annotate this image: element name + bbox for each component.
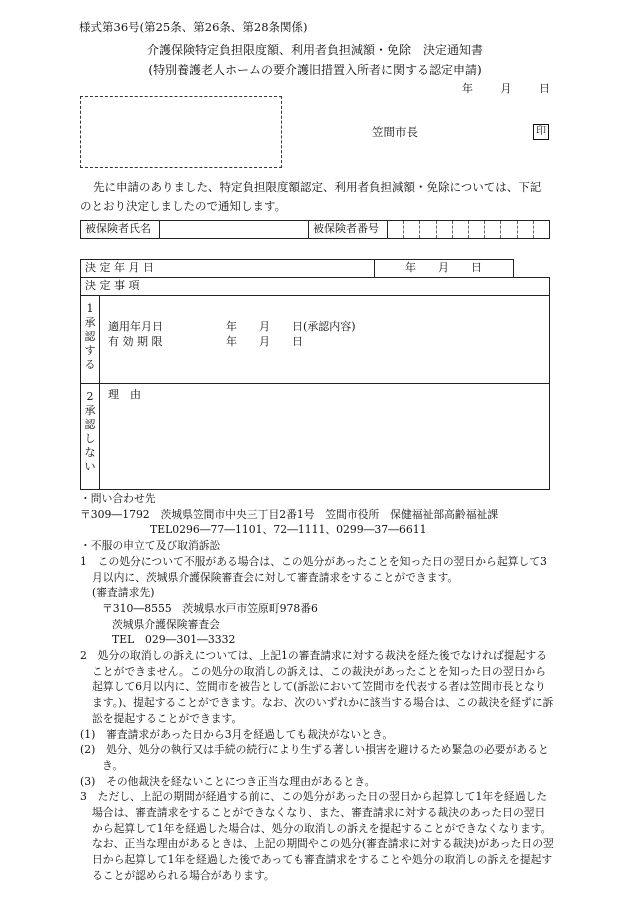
contact-address: 〒309―1792 茨城県笠間市中央三丁目2番1号 笠間市役所 保健福祉部高齢福祉課: [80, 507, 499, 521]
date-month: 月: [500, 82, 512, 95]
document-title: 介護保険特定負担限度額、利用者負担減額・免除 決定通知書: [146, 43, 483, 57]
reject-label: 2 承 認 し な い: [81, 383, 100, 489]
contact-tel: TEL0296―77―1101、72―1111、0299―37―6611: [150, 523, 427, 537]
approve-content: [100, 295, 550, 383]
appeal-paragraph-2-2: (2) 処分、処分の執行又は手続の続行により生ずる著しい損害を避けるため緊急の必要があるとき。: [80, 743, 549, 772]
date-year: 年: [462, 82, 473, 95]
appeal-paragraph-2: 2 処分の取消しの訴えについては、上記1の審査請求に対する裁決を経た後でなければ提起することができません。この処分の取消しの訴えは、この裁決があったことを知った日の翌日から起算して6月以内に、笠間市を被告として(訴訟において笠間市を代表する者は笠間市長となります。)、提起することができます。なお、次のいずれかに該当する場合は、この裁決を経ずに訴訟を提起することができます。: [80, 649, 554, 725]
appeal-dest-name: 茨城県介護保険審査会: [112, 617, 220, 631]
issue-date: [462, 82, 550, 97]
insured-name-label: 被保険者氏名: [81, 221, 160, 239]
decision-items-label: 決 定 事 項: [81, 278, 550, 296]
intro-paragraph: 先に申請のありました、特定負担限度額認定、利用者負担減額・免除については、下記のとおり決定しましたので通知します。: [80, 180, 542, 213]
insured-table: [80, 220, 550, 239]
appeal-heading: ・不服の申立て及び取消訴訟: [80, 539, 221, 553]
decision-date-label: 決 定 年 月 日: [81, 260, 375, 278]
form-number: 様式第36号(第25条、第26条、第28条関係): [79, 20, 308, 34]
insured-number-field: [388, 221, 550, 239]
appeal-paragraph-2-3: (3) その他裁決を経ないことにつき正当な理由があるとき。: [80, 774, 376, 788]
decision-date-value: 年 月 日: [374, 260, 513, 278]
seal-stamp: 印: [533, 124, 549, 140]
notes-section: [80, 491, 555, 884]
valid-period-value: 年 月 日: [226, 334, 303, 348]
appeal-paragraph-3: 3 ただし、上記の期間が経過する前に、この処分があった日の翌日から起算して1年を経過した場合は、審査請求をすることができなくなり、また、審査請求に対する裁決のあった日の翌日から起算して1年を経過した場合は、処分の取消しの訴えを提起することができなくなります。なお、正当な理由があるときは、上記の期間やこの処分(審査請求に対する裁決)があった日の翌日から起算して1年を経過した後であっても審査請求をすることや処分の取消しの訴えを提起することが認められる場合があります。: [80, 790, 554, 882]
reason-label: 理 由: [108, 387, 141, 401]
decision-table: [80, 259, 550, 490]
insured-name-field: [160, 221, 309, 239]
appeal-paragraph-2-1: (1) 審査請求があった日から3月を経過しても裁決がないとき。: [80, 727, 394, 741]
apply-date-value: 年 月 日(承認内容): [226, 319, 356, 333]
contact-heading: ・問い合わせ先: [80, 492, 156, 505]
appeal-paragraph-1: 1 この処分について不服がある場合は、この処分があったことを知った日の翌日から起算して3月以内に、茨城県介護保険審査会に対して審査請求をすることができます。: [80, 554, 547, 584]
apply-date-label: 適用年月日: [108, 319, 163, 333]
recipient-address-box: [80, 96, 282, 168]
appeal-dest-tel: TEL 029―301―3332: [112, 633, 236, 647]
document-subtitle: (特別養護老人ホームの要介護旧措置入所者に関する認定申請): [148, 63, 482, 77]
date-day: 日: [539, 82, 550, 95]
issuer-mayor: 笠間市長: [372, 125, 418, 139]
reject-reason: [100, 383, 550, 489]
approve-label: 1 承 認 す る: [81, 295, 100, 383]
appeal-dest-address: 〒310―8555 茨城県水戸市笠原町978番6: [102, 601, 318, 615]
insured-number-label: 被保険者番号: [309, 221, 388, 239]
valid-period-label: 有 効 期 限: [108, 334, 163, 348]
appeal-dest-label: (審査請求先): [92, 586, 155, 600]
